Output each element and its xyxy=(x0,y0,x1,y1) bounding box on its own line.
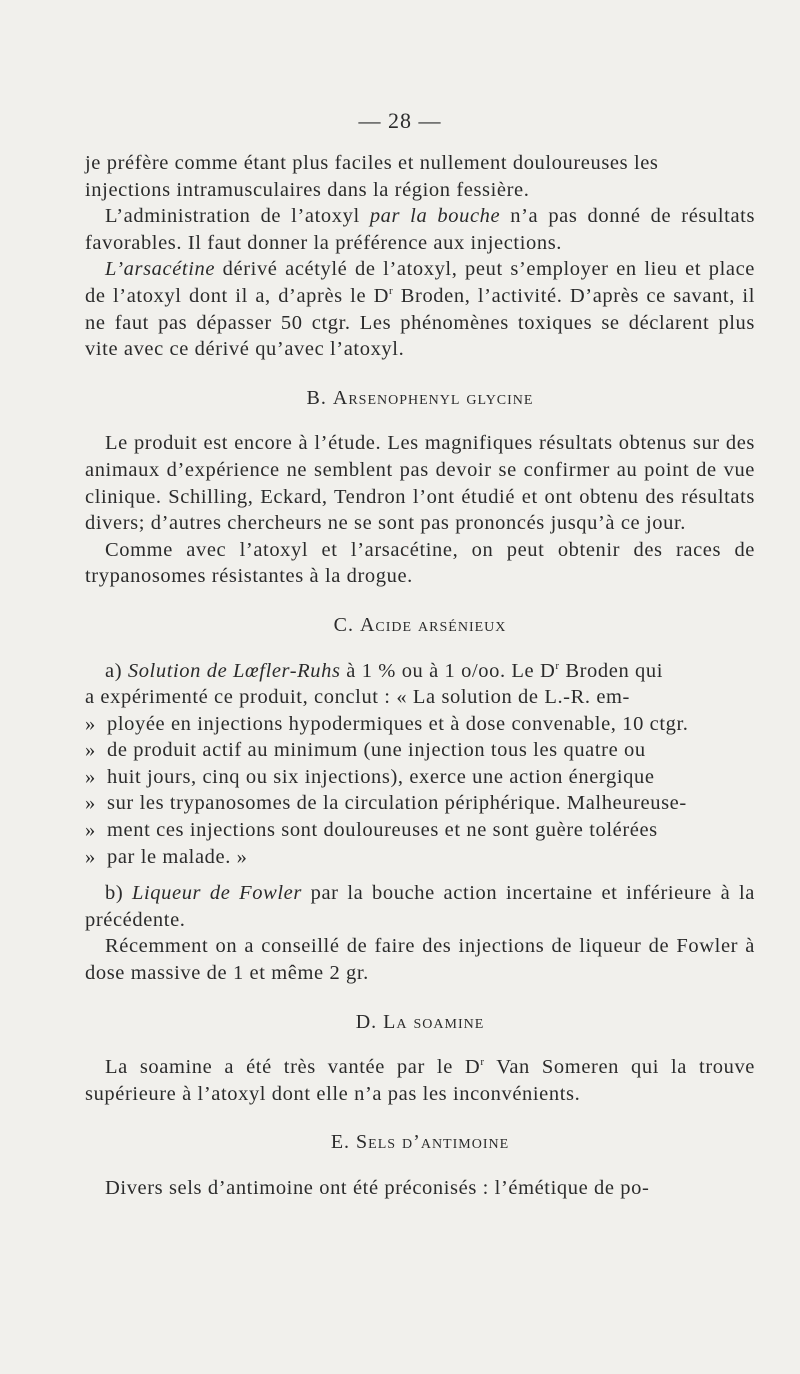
quote-line xyxy=(85,844,755,871)
section-letter: E. xyxy=(330,1131,351,1154)
text: de produit actif au minimum (une injection tous les quatre ou xyxy=(107,739,646,762)
section-letter: C. xyxy=(333,613,354,636)
text-line: injections intramusculaires dans la région fessière. xyxy=(85,178,530,201)
text: dérivé acétylé de l’atoxyl, peut s’employer en lieu et place de l’atoxyl dont il a, d’après le D xyxy=(85,258,755,307)
section-title: Acide arsénieux xyxy=(359,613,507,636)
paragraph xyxy=(85,880,755,933)
text: huit jours, cinq ou six injections), exerce une action énergique xyxy=(107,765,655,788)
text: Broden, l’activité. D’après ce savant, il ne faut pas dépasser 50 ctgr. Les phénomènes toxiques se déclarent plus vite avec ce dérivé qu’avec l’atoxyl. xyxy=(85,284,755,361)
quote-line xyxy=(85,817,755,844)
text: Broden qui xyxy=(559,659,664,682)
superscript: r xyxy=(480,1056,485,1069)
quote-line xyxy=(85,790,755,817)
italic-text: Liqueur de Fowler xyxy=(132,882,302,905)
paragraph: Divers sels d’antimoine ont été préconisés : l’émétique de po- xyxy=(105,1177,650,1199)
quote-mark: » xyxy=(85,739,96,762)
page-number: — 28 — xyxy=(358,108,442,133)
paragraph: Récemment on a conseillé de faire des injections de liqueur de Fowler à dose massive de 1 et même 2 gr. xyxy=(85,935,755,985)
text: sur les trypanosomes de la circulation périphérique. Malheureuse- xyxy=(107,792,687,815)
section-heading-b xyxy=(85,385,755,412)
section-letter: B. xyxy=(306,386,327,409)
text: La soamine a été très vantée par le D xyxy=(105,1056,481,1079)
text: par la bouche action incertaine et inférieure à la précédente. xyxy=(85,882,755,931)
text-line: a expérimenté ce produit, conclut : « La solution de L.-R. em- xyxy=(85,686,630,709)
text-line: je préfère comme étant plus faciles et nullement douloureuses les xyxy=(85,152,659,174)
text: ment ces injections sont douloureuses et ne sont guère tolérées xyxy=(107,819,658,842)
section-title: La soamine xyxy=(383,1010,485,1033)
paragraph xyxy=(85,150,755,203)
quote-line xyxy=(85,764,755,791)
text: à 1 % ou à 1 o/oo. Le D xyxy=(340,659,556,682)
quote-mark: » xyxy=(85,845,96,868)
text: a) xyxy=(105,659,128,682)
section-letter: D. xyxy=(355,1010,378,1033)
italic-text: par la bouche xyxy=(369,205,501,228)
text: L’administration de l’atoxyl xyxy=(105,205,370,228)
section-heading-d xyxy=(85,1009,755,1036)
italic-text: Solution de Lœfler-Ruhs xyxy=(127,659,341,682)
quote-line xyxy=(85,737,755,764)
text: n’a pas donné de résultats favorables. Il faut donner la préférence aux injections. xyxy=(85,205,756,254)
quote-line xyxy=(85,711,755,738)
paragraph xyxy=(85,256,755,362)
superscript: r xyxy=(555,659,560,672)
text-line xyxy=(85,658,755,685)
quote-mark: » xyxy=(85,765,96,788)
paragraph: Comme avec l’atoxyl et l’arsacétine, on peut obtenir des races de trypanosomes résistantes à la drogue. xyxy=(85,538,755,588)
page-body xyxy=(85,150,755,1202)
text: b) xyxy=(105,882,132,905)
quote-mark: » xyxy=(85,819,96,842)
text: Van Someren qui la trouve supérieure à l’atoxyl dont elle n’a pas les inconvénients. xyxy=(85,1056,755,1105)
paragraph xyxy=(85,1054,755,1107)
section-heading-e xyxy=(85,1129,755,1156)
superscript: r xyxy=(389,285,394,298)
text: par le malade. » xyxy=(107,845,248,868)
paragraph: Le produit est encore à l’étude. Les magnifiques résultats obtenus sur des animaux d’expérience ne semblent pas devoir se confirmer au point de vue clinique. Schilling, Eckard, Tendron l’ont étudié et ont obtenu des résultats divers; d’autres chercheurs ne se sont pas prononcés jusqu’à ce jour. xyxy=(85,432,755,535)
section-title: Sels d’antimoine xyxy=(356,1131,510,1154)
text: ployée en injections hypodermiques et à dose convenable, 10 ctgr. xyxy=(107,712,689,735)
italic-text: L’arsacétine xyxy=(105,258,216,281)
quote-mark: » xyxy=(85,712,96,735)
paragraph xyxy=(85,203,755,256)
quote-mark: » xyxy=(85,792,96,815)
section-title: Arsenophenyl glycine xyxy=(332,386,534,409)
quoted-block xyxy=(85,658,755,871)
section-heading-c xyxy=(85,612,755,639)
